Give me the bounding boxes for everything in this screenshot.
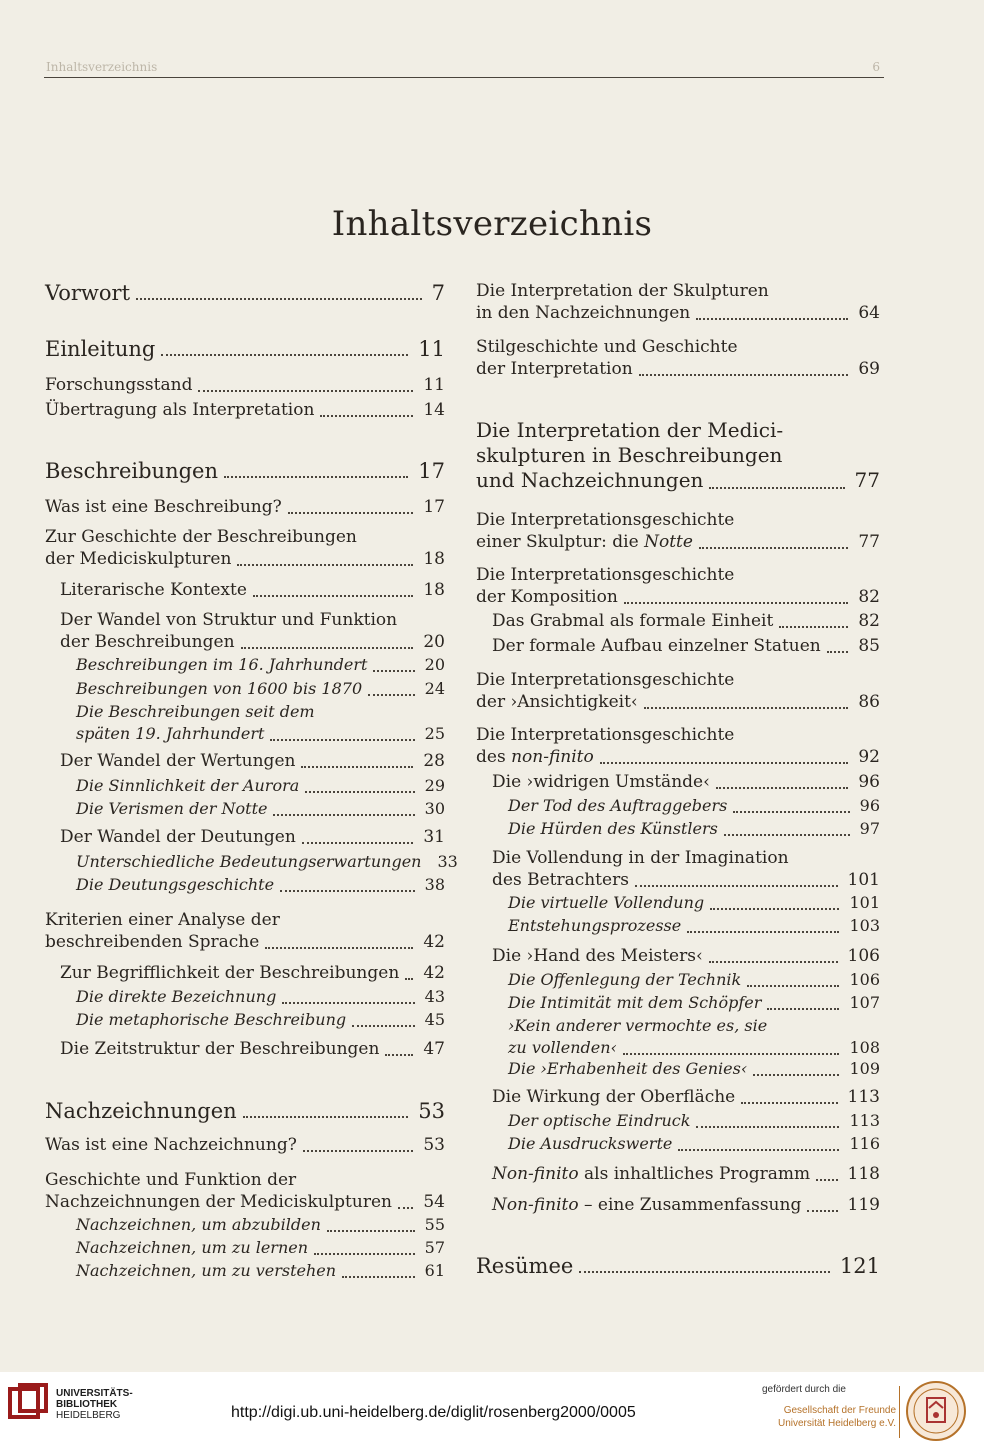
toc-entry-direkte[interactable]: Die direkte Bezeichnung 43 xyxy=(76,987,445,1006)
toc-entry-was-beschreibung[interactable]: Was ist eine Beschreibung? 17 xyxy=(45,497,445,517)
toc-entry-verismen[interactable]: Die Verismen der Notte 30 xyxy=(76,799,445,818)
toc-entry-beschr-seit[interactable]: Die Beschreibungen seit dem späten 19. Jahrhundert 25 xyxy=(76,702,445,743)
toc-entry-verstehen[interactable]: Nachzeichnen, um zu verstehen 61 xyxy=(76,1261,445,1280)
toc-entry-unterschiedliche[interactable]: Unterschiedliche Bedeutungserwartungen 33 xyxy=(76,852,458,871)
toc-entry-tod[interactable]: Der Tod des Auftraggebers 96 xyxy=(508,796,880,815)
toc-entry-widrigen[interactable]: Die ›widrigen Umstände‹ 96 xyxy=(492,772,880,792)
toc-entry-entstehungsprozesse[interactable]: Entstehungsprozesse 103 xyxy=(508,916,880,935)
toc-entry-erhabenheit[interactable]: Die ›Erhabenheit des Genies‹ 109 xyxy=(508,1059,880,1078)
toc-entry-zeitstruktur[interactable]: Die Zeitstruktur der Beschreibungen 47 xyxy=(60,1039,445,1059)
toc-entry-einer-skulptur[interactable]: Die Interpretationsgeschichte einer Skulptur: die Notte 77 xyxy=(476,510,880,552)
toc-entry-virtuelle[interactable]: Die virtuelle Vollendung 101 xyxy=(508,893,880,912)
source-url-link[interactable]: http://digi.ub.uni-heidelberg.de/diglit/rosenberg2000/0005 xyxy=(231,1404,636,1421)
toc-entry-huerden[interactable]: Die Hürden des Künstlers 97 xyxy=(508,819,880,838)
toc-entry-literarische[interactable]: Literarische Kontexte 18 xyxy=(60,580,445,600)
toc-entry-interpretation-skulpturen[interactable]: Die Interpretation der Skulpturen in den Nachzeichnungen 64 xyxy=(476,281,880,323)
toc-entry-offenlegung[interactable]: Die Offenlegung der Technik 106 xyxy=(508,970,880,989)
toc-entry-stilgeschichte[interactable]: Stilgeschichte und Geschichte der Interpretation 69 xyxy=(476,337,880,379)
toc-entry-non-finito[interactable]: Die Interpretationsgeschichte des non-finito 92 xyxy=(476,725,880,767)
toc-entry-komposition[interactable]: Die Interpretationsgeschichte der Komposition 82 xyxy=(476,565,880,607)
toc-entry-aufbau[interactable]: Der formale Aufbau einzelner Statuen 85 xyxy=(492,636,880,656)
toc-entry-interpretation-medici[interactable]: Die Interpretation der Medici- skulpturen in Beschreibungen und Nachzeichnungen 77 xyxy=(476,418,880,492)
toc-entry-einleitung[interactable]: Einleitung 11 xyxy=(45,337,445,361)
toc-entry-sinnlichkeit[interactable]: Die Sinnlichkeit der Aurora 29 xyxy=(76,776,445,795)
footer-divider xyxy=(899,1386,900,1438)
toc-entry-zusammenfassung[interactable]: Non-finito – eine Zusammenfassung 119 xyxy=(492,1195,880,1215)
toc-entry-was-nachzeichnung[interactable]: Was ist eine Nachzeichnung? 53 xyxy=(45,1135,445,1155)
toc-entry-zur-geschichte[interactable]: Zur Geschichte der Beschreibungen der Mediciskulpturen 18 xyxy=(45,527,445,569)
toc-entry-ansichtigkeit[interactable]: Die Interpretationsgeschichte der ›Ansichtigkeit‹ 86 xyxy=(476,670,880,712)
sponsor-name: Gesellschaft der Freunde Universität Heidelberg e.V. xyxy=(777,1405,896,1429)
toc-entry-beschr-1600[interactable]: Beschreibungen von 1600 bis 1870 24 xyxy=(76,679,445,698)
toc-entry-forschungsstand[interactable]: Forschungsstand 11 xyxy=(45,375,445,395)
toc-entry-abzubilden[interactable]: Nachzeichnen, um abzubilden 55 xyxy=(76,1215,445,1234)
toc-entry-wandel-deutungen[interactable]: Der Wandel der Deutungen 31 xyxy=(60,827,445,847)
toc-entry-wirkung[interactable]: Die Wirkung der Oberfläche 113 xyxy=(492,1087,880,1107)
toc-entry-optische[interactable]: Der optische Eindruck 113 xyxy=(508,1111,880,1130)
toc-entry-wandel-wertungen[interactable]: Der Wandel der Wertungen 28 xyxy=(60,751,445,771)
library-logo-icon xyxy=(8,1383,48,1423)
page-title: Inhaltsverzeichnis xyxy=(331,204,653,244)
toc-entry-hand-meisters[interactable]: Die ›Hand des Meisters‹ 106 xyxy=(492,946,880,966)
toc-entry-kein-anderer[interactable]: ›Kein anderer vermochte es, sie zu vollenden‹ 108 xyxy=(508,1016,880,1057)
funded-by-label: gefördert durch die xyxy=(762,1384,846,1395)
toc-entry-lernen[interactable]: Nachzeichnen, um zu lernen 57 xyxy=(76,1238,445,1257)
toc-entry-begrifflichkeit[interactable]: Zur Begrifflichkeit der Beschreibungen 42 xyxy=(60,963,445,983)
toc-entry-wandel-struktur[interactable]: Der Wandel von Struktur und Funktion der Beschreibungen 20 xyxy=(60,610,445,652)
toc-entry-nachzeichnungen[interactable]: Nachzeichnungen 53 xyxy=(45,1099,445,1123)
toc-entry-vorwort[interactable]: Vorwort 7 xyxy=(45,281,445,305)
toc-entry-deutungsgeschichte[interactable]: Die Deutungsgeschichte 38 xyxy=(76,875,445,894)
toc-entry-kriterien[interactable]: Kriterien einer Analyse der beschreibenden Sprache 42 xyxy=(45,910,445,952)
toc-entry-vollendung-imagination[interactable]: Die Vollendung in der Imagination des Betrachters 101 xyxy=(492,848,880,890)
running-head: Inhaltsverzeichnis xyxy=(46,60,158,74)
toc-entry-intimitaet[interactable]: Die Intimität mit dem Schöpfer 107 xyxy=(508,993,880,1012)
toc-entry-geschichte-funktion[interactable]: Geschichte und Funktion der Nachzeichnungen der Mediciskulpturen 54 xyxy=(45,1170,445,1212)
toc-entry-beschr-16[interactable]: Beschreibungen im 16. Jahrhundert 20 xyxy=(76,655,445,674)
header-rule xyxy=(44,77,884,78)
toc-entry-resuemee[interactable]: Resümee 121 xyxy=(476,1254,880,1278)
running-page-number: 6 xyxy=(872,60,880,74)
toc-entry-metaphorische[interactable]: Die metaphorische Beschreibung 45 xyxy=(76,1010,445,1029)
toc-entry-programm[interactable]: Non-finito als inhaltliches Programm 118 xyxy=(492,1164,880,1184)
toc-entry-beschreibungen[interactable]: Beschreibungen 17 xyxy=(45,459,445,483)
toc-entry-ausdruckswerte[interactable]: Die Ausdruckswerte 116 xyxy=(508,1134,880,1153)
library-name: UNIVERSITÄTS- BIBLIOTHEK HEIDELBERG xyxy=(56,1388,133,1421)
toc-entry-grabmal[interactable]: Das Grabmal als formale Einheit 82 xyxy=(492,611,880,631)
toc-entry-uebertragung[interactable]: Übertragung als Interpretation 14 xyxy=(45,400,445,420)
university-seal-icon xyxy=(905,1380,967,1442)
